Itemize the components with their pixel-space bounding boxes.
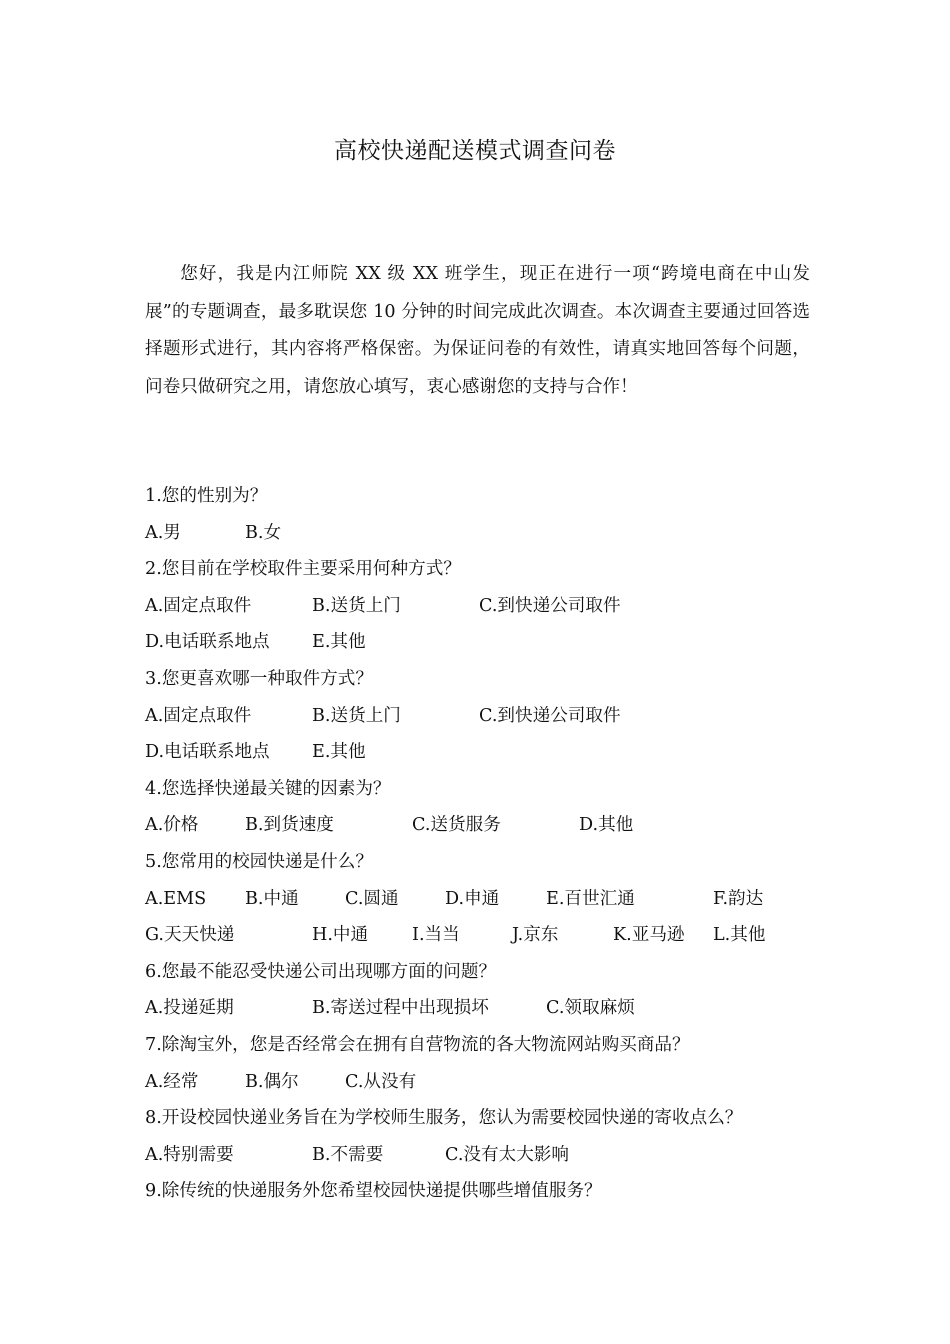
option-label: A.固定点取件 bbox=[145, 705, 252, 726]
options-row bbox=[145, 698, 810, 735]
option-label: C.没有太大影响 bbox=[445, 1144, 569, 1165]
option-label: A.男 bbox=[145, 522, 181, 543]
options-row bbox=[145, 881, 810, 918]
question-text: 4.您选择快递最关键的因素为？ bbox=[145, 778, 391, 799]
options-row bbox=[145, 1064, 810, 1101]
option-label: K.亚马逊 bbox=[613, 925, 685, 946]
question-3 bbox=[145, 661, 810, 698]
option-label: G.天天快递 bbox=[145, 925, 235, 946]
option-label: E.其他 bbox=[312, 742, 366, 763]
option-label: E.百世汇通 bbox=[546, 888, 635, 909]
question-text: 7.除淘宝外，您是否经常会在拥有自营物流的各大物流网站购买商品？ bbox=[145, 1034, 690, 1055]
question-8 bbox=[145, 1100, 810, 1137]
options-row bbox=[145, 1137, 810, 1174]
option-label: C.圆通 bbox=[345, 888, 399, 909]
question-text: 9.除传统的快递服务外您希望校园快递提供哪些增值服务？ bbox=[145, 1181, 602, 1202]
option-label: D.其他 bbox=[579, 815, 634, 836]
option-label: B.到货速度 bbox=[245, 815, 334, 836]
question-text: 8.开设校园快递业务旨在为学校师生服务，您认为需要校园快递的寄收点么？ bbox=[145, 1108, 743, 1129]
options-row bbox=[145, 588, 810, 625]
option-label: C.送货服务 bbox=[412, 815, 501, 836]
option-label: H.中通 bbox=[312, 925, 369, 946]
option-label: C.到快递公司取件 bbox=[479, 595, 621, 616]
question-text: 3.您更喜欢哪一种取件方式？ bbox=[145, 668, 373, 689]
option-label: A.特别需要 bbox=[145, 1144, 234, 1165]
option-label: A.EMS bbox=[145, 888, 207, 909]
option-label: A.固定点取件 bbox=[145, 595, 252, 616]
intro-paragraph bbox=[145, 256, 810, 406]
option-label: B.不需要 bbox=[312, 1144, 384, 1165]
option-label: C.领取麻烦 bbox=[546, 998, 635, 1019]
options-row bbox=[145, 624, 810, 661]
option-label: F.韵达 bbox=[713, 888, 764, 909]
option-label: A.经常 bbox=[145, 1071, 199, 1092]
question-text: 2.您目前在学校取件主要采用何种方式？ bbox=[145, 559, 461, 580]
question-9 bbox=[145, 1173, 810, 1210]
option-label: B.偶尔 bbox=[245, 1071, 299, 1092]
option-label: A.价格 bbox=[145, 815, 199, 836]
survey-questions bbox=[145, 478, 810, 1210]
question-4 bbox=[145, 771, 810, 808]
options-row bbox=[145, 807, 810, 844]
intro-text: 您好，我是内江师院 XX 级 XX 班学生，现正在进行一项“跨境电商在中山发展”的专题调查，最多耽误您 10 分钟的时间完成此次调查。本次调查主要通过回答选择题形式进行，其内容将严格保密。为保证问卷的有效性，请真实地回答每个问题，问卷只做研究之用，请您放心填写，衷心感谢您的支持与合作！ bbox=[145, 264, 810, 397]
option-label: D.申通 bbox=[445, 888, 500, 909]
option-label: B.送货上门 bbox=[312, 705, 401, 726]
question-1 bbox=[145, 478, 810, 515]
question-text: 6.您最不能忍受快递公司出现哪方面的问题？ bbox=[145, 961, 497, 982]
options-row bbox=[145, 990, 810, 1027]
option-label: C.到快递公司取件 bbox=[479, 705, 621, 726]
option-label: B.中通 bbox=[245, 888, 299, 909]
options-row bbox=[145, 734, 810, 771]
question-5 bbox=[145, 844, 810, 881]
option-label: B.女 bbox=[245, 522, 282, 543]
option-label: A.投递延期 bbox=[145, 998, 234, 1019]
question-6 bbox=[145, 954, 810, 991]
option-label: E.其他 bbox=[312, 632, 366, 653]
option-label: L.其他 bbox=[713, 925, 766, 946]
option-label: B.寄送过程中出现损坏 bbox=[312, 998, 489, 1019]
option-label: I.当当 bbox=[412, 925, 460, 946]
option-label: C.从没有 bbox=[345, 1071, 417, 1092]
question-text: 1.您的性别为？ bbox=[145, 486, 268, 506]
options-row bbox=[145, 515, 810, 552]
question-text: 5.您常用的校园快递是什么？ bbox=[145, 851, 373, 872]
option-label: B.送货上门 bbox=[312, 595, 401, 616]
document-title: 高校快递配送模式调查问卷 bbox=[334, 138, 616, 164]
option-label: D.电话联系地点 bbox=[145, 632, 270, 653]
option-label: D.电话联系地点 bbox=[145, 742, 270, 763]
question-7 bbox=[145, 1027, 810, 1064]
option-label: J.京东 bbox=[512, 925, 559, 946]
question-2 bbox=[145, 551, 810, 588]
options-row bbox=[145, 917, 810, 954]
